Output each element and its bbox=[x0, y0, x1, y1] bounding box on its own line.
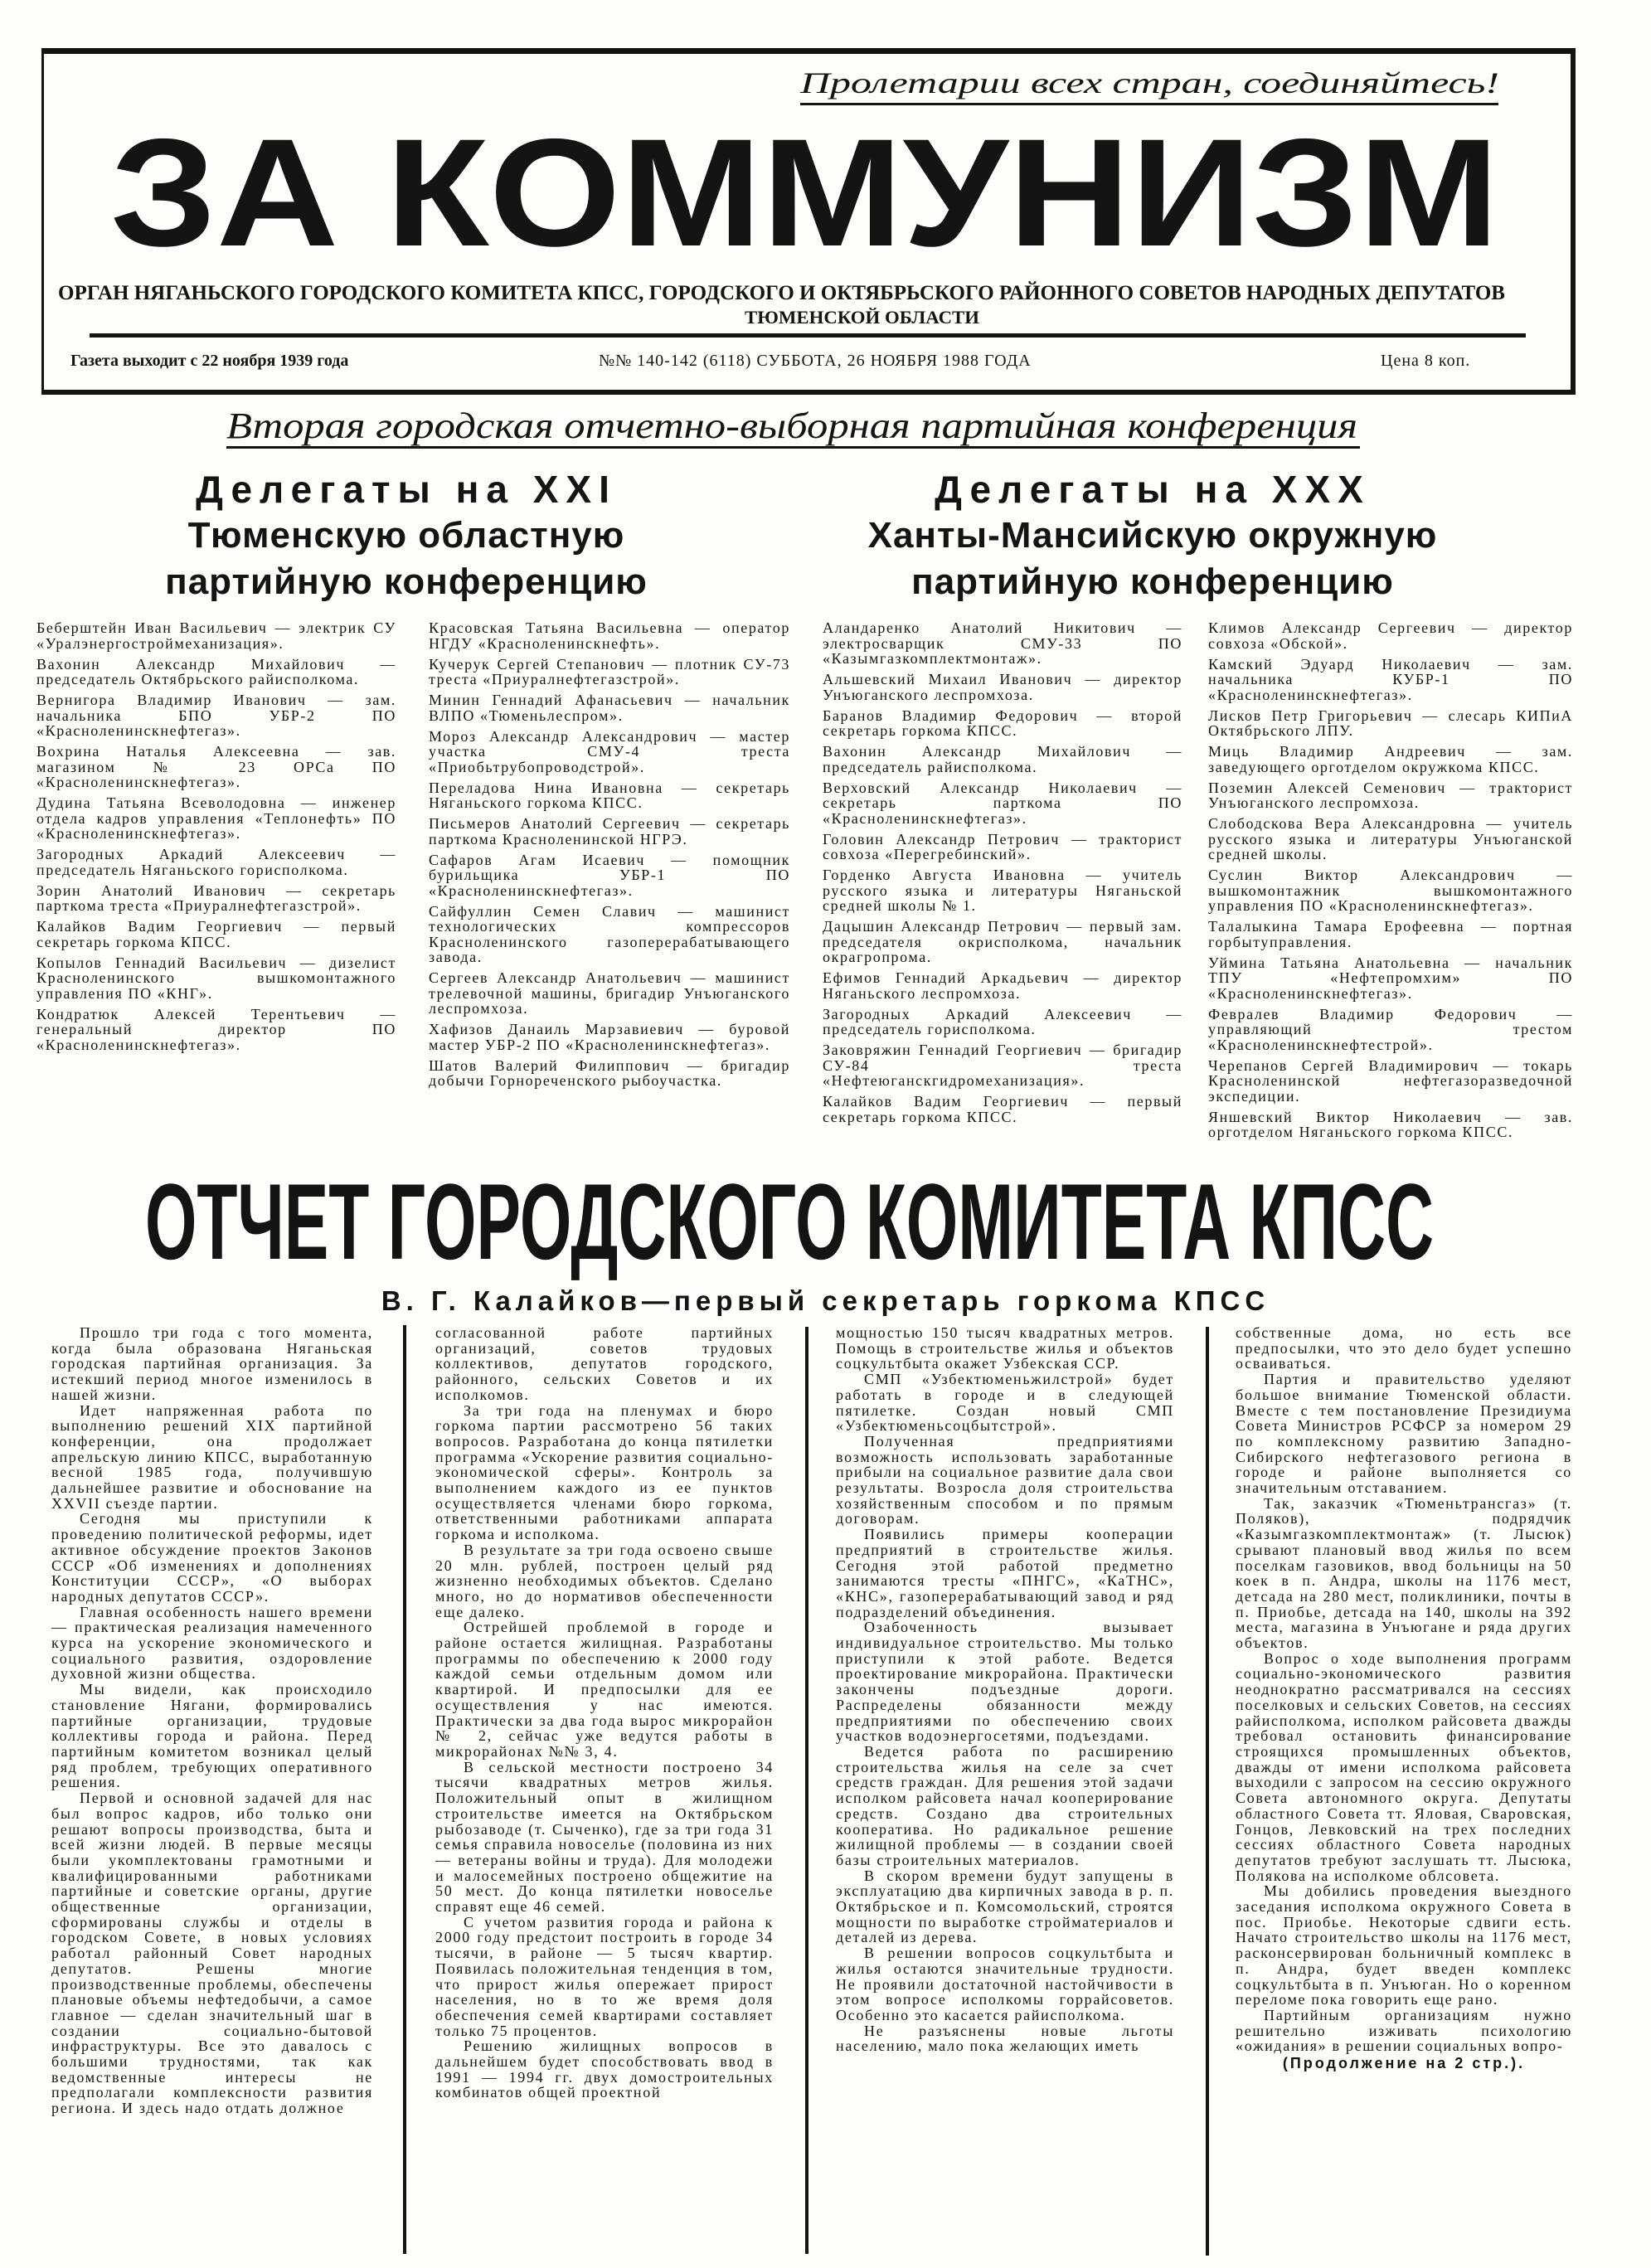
article-paragraph: За три года на пленумах и бюро горкома партии рассмотрено 56 таких вопросов. Разработана до конца пятилетки программа «Ускорение развития социально-экономической сферы». Контроль за выполнением каждого из ее пунктов осуществляется членами бюро горкома, ответственными работниками аппарата горкома и исполкома. bbox=[435, 1401, 774, 1543]
delegate-entry: Мороз Александр Александрович — мастер участка СМУ-4 треста «Приобьтрубопроводстрой». bbox=[429, 727, 790, 775]
delegate-entry: Вернигора Владимир Иванович — зам. начальника БПО УБР-2 ПО «Красноленинскнефтегаз». bbox=[36, 692, 396, 739]
delegate-entry: Зорин Анатолий Иванович — секретарь парткома треста «Приуралнефтегазстрой». bbox=[36, 881, 396, 914]
delegate-entry: Яншевский Виктор Николаевич — зав. орготделом Няганьского горкома КПСС. bbox=[1208, 1108, 1573, 1140]
article-paragraph: Первой и основной задачей для нас был вопрос кадров, ибо только они решают вопросы производства, быта и всей жизни людей. В первые месяцы были укомплектованы грамотными и квалифицированными работниками партийные и советские органы, другие общественные организации, сформированы службы и отделы в городском Совете, в новых условиях работал районный Совет народных депутатов. Решены многие производственные проблемы, обеспечены плановые объемы нефтедобычи, а самое главное — сделан значительный шаг в создании социально-бытовой инфраструктуры. Все это давалось с большими трудностями, так как ведомственные интересы не предполагали комплексности развития региона. И здесь надо отдать должное bbox=[51, 1790, 373, 2117]
delegate-entry: Уймина Татьяна Анатольевна — начальник ТПУ «Нефтепромхим» ПО «Красноленинскнефтегаз». bbox=[1208, 954, 1573, 1002]
organ-line: ОРГАН НЯГАНЬСКОГО ГОРОДСКОГО КОМИТЕТА КПСС, ГОРОДСКОГО И ОКТЯБРЬСКОГО РАЙОННОГО СОВЕТОВ НАРОДНЫХ ДЕПУТАТОВ bbox=[58, 282, 1504, 304]
delegate-entry: Письмеров Анатолий Сергеевич — секретарь парткома Красноленинской НГРЭ. bbox=[429, 815, 790, 847]
delegate-entry: Камский Эдуард Николаевич — зам. начальника КУБР-1 ПО «Красноленинскнефтегаз». bbox=[1208, 655, 1573, 703]
delegate-entry: Сергеев Александр Анатольевич — машинист трелевочной машины, бригадир Унъюганского леспромхоза. bbox=[429, 969, 790, 1017]
delegate-list-oblast-2 bbox=[429, 620, 790, 1094]
delegate-entry: Калайков Вадим Георгиевич — первый секретарь горкома КПСС. bbox=[823, 1093, 1182, 1125]
delegate-entry: Кондратюк Алексей Терентьевич — генеральный директор ПО «Красноленинскнефтегаз». bbox=[36, 1005, 396, 1053]
delegate-list-okrug-1 bbox=[823, 620, 1182, 1130]
article-headline: ОТЧЕТ ГОРОДСКОГО КОМИТЕТА КПСС bbox=[145, 1161, 1434, 1282]
delegate-entry: Калайков Вадим Георгиевич — первый секретарь горкома КПСС. bbox=[36, 918, 396, 950]
delegate-entry: Климов Александр Сергеевич — директор совхоза «Обской». bbox=[1208, 619, 1573, 652]
article-column-3 bbox=[836, 1325, 1174, 2054]
article-paragraph: Прошло три года с того момента, когда была образована Няганьская городская партийная организация. За истекший период многое изменилось в нашей жизни. bbox=[51, 1324, 373, 1403]
delegate-entry: Аландаренко Анатолий Никитович — электросварщик СМУ-33 ПО «Казымгазкомплектмонтаж». bbox=[823, 619, 1182, 667]
delegate-entry: Головин Александр Петрович — тракторист совхоза «Перегребинский». bbox=[823, 830, 1182, 862]
article-paragraph: Озабоченность вызывает индивидуальное строительство. Мы только приступили к этой работе. Ведется проектирование микрорайона. Практически закончены подъездные дороги. Распределены обязанности между предприятиями по обеспечению своих участков водоэнергосетями, подъездами. bbox=[836, 1619, 1174, 1745]
article-paragraph: собственные дома, но есть все предпосылки, что это дело будет успешно осваиваться. bbox=[1236, 1324, 1572, 1372]
delegate-entry: Хафизов Данаиль Марзавиевич — буровой мастер УБР-2 ПО «Красноленинскнефтегаз». bbox=[429, 1021, 790, 1053]
column-rule bbox=[403, 1325, 406, 2254]
region-line: ТЮМЕНСКОЙ ОБЛАСТИ bbox=[745, 307, 979, 328]
column-rule bbox=[1206, 1327, 1209, 2256]
heading-line: Тюменскую областную bbox=[187, 515, 625, 556]
oblast-delegates-heading bbox=[124, 466, 688, 605]
delegate-entry: Талалыкина Тамара Ерофеевна — портная горбытуправления. bbox=[1208, 918, 1573, 950]
article-paragraph: Партийным организациям нужно решительно изживать психологию «ожидания» в решении социальных вопро- bbox=[1236, 2006, 1572, 2055]
delegate-entry: Беберштейн Иван Васильевич — электрик СУ «Уралэнергостроймеханизация». bbox=[36, 619, 396, 652]
article-paragraph: Идет напряженная работа по выполнению решений XIX партийной конференции, она продолжает апрельскую линию КПСС, выработанную весной 1985 года, получившую дальнейшее развитие и обоснование на XXVII съезде партии. bbox=[51, 1401, 373, 1512]
delegate-entry: Поземин Алексей Семенович — тракторист Унъюганского леспромхоза. bbox=[1208, 779, 1573, 811]
heading-line: партийную конференцию bbox=[911, 561, 1394, 602]
delegate-entry: Альшевский Михаил Иванович — директор Унъюганского леспромхоза. bbox=[823, 671, 1182, 703]
masthead bbox=[0, 0, 1651, 464]
delegate-entry: Загородных Аркадий Алексеевич — председатель горисполкома. bbox=[823, 1005, 1182, 1037]
newspaper-title: ЗА КОММУНИЗМ bbox=[110, 108, 1500, 279]
article-column-1 bbox=[51, 1325, 373, 2116]
article-paragraph: В скором времени будут запущены в эксплуатацию два кирпичных завода в р. п. Октябрьское и п. Комсомольский, строятся мощности по выработке стройматериалов и деталей из дерева. bbox=[836, 1867, 1174, 1946]
delegate-entry: Красовская Татьяна Васильевна — оператор НГДУ «Красноленинскнефть». bbox=[429, 619, 790, 652]
delegate-entry: Вохрина Наталья Алексеевна — зав. магазином № 23 ОРСа ПО «Красноленинскнефтегаз». bbox=[36, 743, 396, 790]
delegate-list-oblast-1 bbox=[36, 620, 396, 1058]
delegate-entry: Черепанов Сергей Владимирович — токарь Красноленинской нефтегазоразведочной экспедиции. bbox=[1208, 1056, 1573, 1105]
article-headline-wrap bbox=[0, 1153, 1651, 1285]
article-paragraph: Острейшей проблемой в городе и районе остается жилищная. Разработаны программы по обеспечению к 2000 году каждой семьи отдельным домом или квартирой. И предпосылки для ее осуществления у нас имеются. Практически за два года вырос микрорайон № 2, сейчас уже ведутся работы в микрорайонах №№ 3, 4. bbox=[435, 1619, 774, 1760]
masthead-rule bbox=[90, 333, 1526, 338]
article-paragraph: СМП «Узбектюменьжилстрой» будет работать в городе и в следующей пятилетке. Создан новый СМП «Узбектюменьсоцбытстрой». bbox=[836, 1371, 1174, 1435]
delegate-entry: Суслин Виктор Александрович — вышкомонтажник вышкомонтажного управления ПО «Красноленинскнефтегаз». bbox=[1208, 867, 1573, 914]
article-paragraph: В результате за три года освоено свыше 20 млн. рублей, построен целый ряд жизненно необходимых объектов. Сделано много, но до нормативов обеспеченности еще далеко. bbox=[435, 1541, 774, 1620]
delegate-entry: Дудина Татьяна Всеволодовна — инженер отдела кадров управления «Теплонефть» ПО «Красноленинскнефтегаз». bbox=[36, 794, 396, 842]
issue-date: №№ 140-142 (6118) СУББОТА, 26 НОЯБРЯ 1988 ГОДА bbox=[599, 352, 1032, 370]
delegate-entry: Лисков Петр Григорьевич — слесарь КИПиА Октябрьского ЛПУ. bbox=[1208, 707, 1573, 739]
delegate-entry: Сафаров Агам Исаевич — помощник бурильщика УБР-1 ПО «Красноленинскнефтегаз». bbox=[429, 851, 790, 899]
price: Цена 8 коп. bbox=[1381, 352, 1471, 370]
heading-line: партийную конференцию bbox=[165, 561, 648, 602]
delegate-entry: Загородных Аркадий Алексеевич — председатель Няганьского горисполкома. bbox=[36, 846, 396, 878]
delegate-entry: Заковряжин Геннадий Георгиевич — бригадир СУ-84 треста «Нефтеюганскгидромеханизация». bbox=[823, 1042, 1182, 1089]
continued-on-page-2: (Продолжение на 2 стр.). bbox=[1282, 2055, 1526, 2072]
delegate-entry: Вахонин Александр Михайлович — председатель райисполкома. bbox=[823, 743, 1182, 775]
delegate-entry: Ефимов Геннадий Аркадьевич — директор Няганьского леспромхоза. bbox=[823, 969, 1182, 1002]
article-paragraph: С учетом развития города и района к 2000 году предстоит построить в городе 34 тысячи, в районе — 5 тысяч квартир. Появилась положительная тенденция в том, что прирост жилья опережает прирост населения, но в то же время доля обеспечения семей квартирами составляет только 75 процентов. bbox=[435, 1913, 774, 2039]
delegate-entry: Минин Геннадий Афанасьевич — начальник ВЛПО «Тюменьлеспром». bbox=[429, 692, 790, 724]
article-paragraph: Полученная предприятиями возможность использовать заработанные прибыли на социальное развитие дала свои результаты. Возросла доля строительства хозяйственным способом и по прямым договорам. bbox=[836, 1432, 1174, 1527]
publication-since: Газета выходит с 22 ноября 1939 года bbox=[70, 352, 349, 370]
delegate-entry: Слободскова Вера Александровна — учитель русского языка и литературы Унъюганской средней школы. bbox=[1208, 815, 1573, 862]
masthead-slogan: Пролетарии всех стран, соединяйтесь! bbox=[799, 66, 1499, 100]
heading-line: Ханты-Мансийскую окружную bbox=[867, 515, 1438, 556]
section-header: Вторая городская отчетно-выборная партийная конференция bbox=[226, 406, 1357, 446]
article-byline: В. Г. Калайков—первый секретарь горкома КПСС bbox=[381, 1285, 1270, 1316]
article-paragraph: Главная особенность нашего времени — практическая реализация намеченного курса на ускорение экономического и социального развития, оздоровление духовной жизни общества. bbox=[51, 1603, 373, 1683]
slogan-underline bbox=[800, 103, 1498, 105]
delegate-entry: Кучерук Сергей Степанович — плотник СУ-73 треста «Приуралнефтегазстрой». bbox=[429, 655, 790, 687]
delegate-entry: Верховский Александр Николаевич — секретарь парткома ПО «Красноленинскнефтегаз». bbox=[823, 779, 1182, 827]
section-header-underline bbox=[226, 446, 1360, 449]
article-paragraph: Появились примеры кооперации предприятий в строительстве жилья. Сегодня этой работой предметно занимаются тресты «ПНГС», «КаТНС», «КНС», газоперерабатывающий завод и ряд подразделений объединения. bbox=[836, 1526, 1174, 1620]
delegate-entry: Дацышин Александр Петрович — первый зам. председателя окрисполкома, начальник окрагропрома. bbox=[823, 918, 1182, 965]
delegate-entry: Переладова Нина Ивановна — секретарь Няганьского горкома КПСС. bbox=[429, 779, 790, 811]
delegate-entry: Баранов Владимир Федорович — второй секретарь горкома КПСС. bbox=[823, 707, 1182, 739]
article-paragraph: В сельской местности построено 34 тысячи квадратных метров жилья. Положительный опыт в жилищном строительстве имеется на Октябрьском рыбозаводе (т. Сыченко), где за три года 31 семья справила новоселье (половина из них — ветераны войны и труда). Для молодежи и малосемейных построено общежитие на 50 мест. До конца пятилетки новоселье справят еще 46 семей. bbox=[435, 1758, 774, 1916]
heading-line: Делегаты на XXX bbox=[935, 468, 1371, 511]
article-column-2 bbox=[435, 1325, 774, 2100]
article-paragraph: согласованной работе партийных организаций, советов трудовых коллективов, депутатов городского, районного, сельских Советов и их исполкомов. bbox=[435, 1324, 774, 1403]
article-paragraph: Так, заказчик «Тюменьтрансгаз» (т. Поляков), подрядчик «Казымгазкомплектмонтаж» (т. Лысюк) срывают плановый ввод жилья по всем поселкам газовиков, ввод больницы на 50 коек в п. Андра, школы на 1176 мест, детсада на 280 мест, поликлиники, почты в п. Приобье, детсада на 140, школы на 392 места, магазина в Унъюгане и ряда других объектов. bbox=[1236, 1494, 1572, 1652]
delegate-entry: Шатов Валерий Филиппович — бригадир добычи Горнореченского рыбоучастка. bbox=[429, 1056, 790, 1089]
column-rule bbox=[805, 1327, 809, 2254]
delegate-entry: Сайфуллин Семен Славич — машинист технологических компрессоров Красноленинского газоперерабатывающего завода. bbox=[429, 902, 790, 965]
article-paragraph: Не разъяснены новые льготы населению, мало пока желающих иметь bbox=[836, 2022, 1174, 2055]
article-paragraph: Партия и правительство уделяют большое внимание Тюменской области. Вместе с тем постановление Президиума Совета Министров РСФСР за номером 29 по комплексному развитию Западно-Сибирского нефтегазового региона в городе и районе выполняется со значительным отставанием. bbox=[1236, 1371, 1572, 1497]
article-paragraph: В решении вопросов соцкультбыта и жилья остаются значительные трудности. Не проявили достаточной настойчивости в этом вопросе исполкомы горрайсоветов. Особенно это касается райисполкома. bbox=[836, 1945, 1174, 2023]
article-paragraph: мощностью 150 тысяч квадратных метров. Помощь в строительстве жилья и объектов соцкультбыта окажет Узбекская ССР. bbox=[836, 1324, 1174, 1372]
article-paragraph: Мы добились проведения выездного заседания исполкома окружного Совета в пос. Приобье. Некоторые сдвиги есть. Начато строительство школы на 1176 мест, расконсервирован больничный комплекс в п. Андра, будет введен комплекс соцкультбыта в п. Унъюган. Но о коренном переломе пока говорить еще рано. bbox=[1236, 1882, 1572, 2008]
article-paragraph: Мы видели, как происходило становление Нягани, формировались партийные организации, трудовые коллективы города и района. Перед партийным комитетом возникал целый ряд проблем, требующих оперативного решения. bbox=[51, 1681, 373, 1791]
delegate-entry: Миць Владимир Андреевич — зам. заведующего орготделом окружкома КПСС. bbox=[1208, 743, 1573, 775]
article-paragraph: Решению жилищных вопросов в дальнейшем будет способствовать ввод в 1991 — 1994 гг. двух домостроительных комбинатов общей проектной bbox=[435, 2037, 774, 2101]
article-column-4 bbox=[1236, 1325, 1572, 2071]
article-paragraph: Вопрос о ходе выполнения программ социально-экономического развития неоднократно рассматривался на сессиях поселковых и сельских Советов, на сессиях райисполкома, исполком райсовета дважды требовал остановить финансирование строящихся промышленных объектов, дважды от имени исполкома райсовета выходили с запросом на сессию окружного Совета автономного округа. Депутаты областного Совета тт. Яловая, Сваровская, Гонцов, Левковский на трех последних сессиях областного Совета народных депутатов требуют заслушать тт. Лысюка, Полякова на исполкоме облсовета. bbox=[1236, 1649, 1572, 1884]
delegate-entry: Вахонин Александр Михайлович — председатель Октябрьского райисполкома. bbox=[36, 655, 396, 687]
okrug-delegates-heading bbox=[846, 466, 1459, 605]
delegate-entry: Февралев Владимир Федорович — управляющий трестом «Красноленинскнефтестрой». bbox=[1208, 1005, 1573, 1053]
delegate-list-okrug-2 bbox=[1208, 620, 1573, 1145]
delegate-entry: Копылов Геннадий Васильевич — дизелист Красноленинского вышкомонтажного управления ПО «КНГ». bbox=[36, 954, 396, 1002]
article-paragraph: Сегодня мы приступили к проведению политической реформы, идет активное обсуждение проектов Законов СССР «Об изменениях и дополнениях Конституции СССР», «О выборах народных депутатов СССР». bbox=[51, 1510, 373, 1605]
article-paragraph: Ведется работа по расширению строительства жилья на селе за счет средств граждан. Для решения этой задачи исполком райсовета начал кооперирование средств. Создано два строительных кооператива. Но радикальное решение жилищной проблемы — в создании своей базы строительных материалов. bbox=[836, 1742, 1174, 1868]
delegate-entry: Горденко Августа Ивановна — учитель русского языка и литературы Няганьской средней школы № 1. bbox=[823, 867, 1182, 914]
heading-line: Делегаты на XXI bbox=[196, 468, 617, 511]
